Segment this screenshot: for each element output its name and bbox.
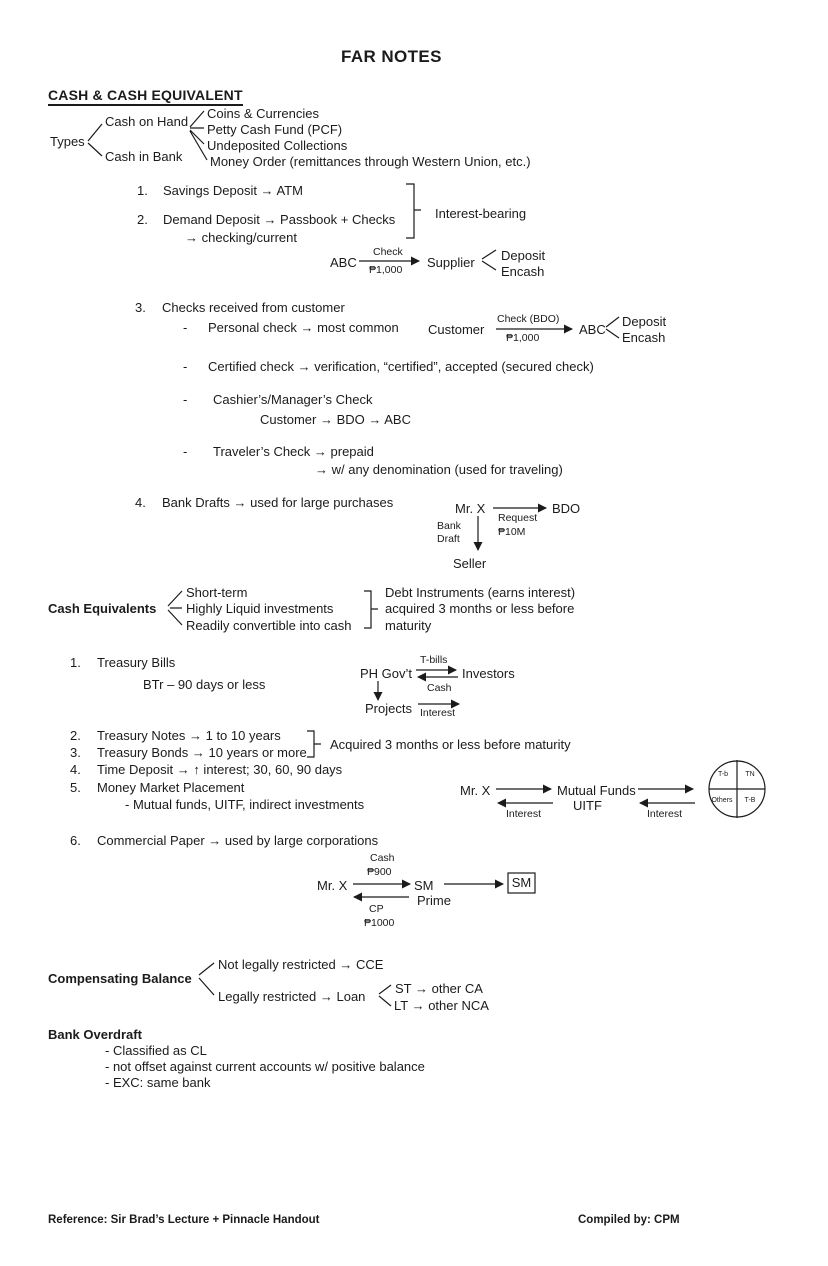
cash-eq-note-line2: acquired 3 months or less before [385,601,575,616]
mutual-interest-label-right: Interest [647,808,683,820]
draft-flow-from: Mr. X [455,501,486,516]
list-number: 2. [70,728,81,743]
compensating-balance-label: Compensating Balance [48,971,192,986]
cashiers-check-item: Cashier’s/Manager’s Check [213,392,373,407]
list-number: 2. [137,212,148,227]
draft-flow-seller: Seller [453,556,487,571]
cash-eq-leaf-convertible: Readily convertible into cash [186,618,352,633]
list-number: 4. [135,495,146,510]
dash-bullet: - [183,320,188,335]
treasury-notes-item: Treasury Notes → 1 to 10 years [97,728,281,743]
cash-eq-leaf-short-term: Short-term [186,585,248,600]
projects-label: Projects [365,701,412,716]
types-leaf-pcf: Petty Cash Fund (PCF) [207,122,343,137]
interest-bearing-label: Interest-bearing [435,206,527,221]
mutual-interest-label-left: Interest [506,808,542,820]
list-number: 6. [70,833,81,848]
pie-quadrant-others: Others [711,797,733,804]
draft-arrow-label-amount: ₱10M [498,526,526,538]
cash-eq-leaf-liquid: Highly Liquid investments [186,601,334,616]
cp-900-label: ₱900 [367,866,392,878]
portfolio-pie-circle [709,760,765,818]
draft-side-label-bank: Bank [437,520,461,532]
customer-flow-arrow-label-bottom: ₱1,000 [506,332,540,344]
list-number: 4. [70,762,81,777]
cashiers-check-flow: Customer → BDO → ABC [260,412,411,427]
abc-flow-option-deposit: Deposit [501,248,546,263]
mutual-flow-from: Mr. X [460,783,491,798]
deposit-item-demand-sub: → checking/current [185,230,297,245]
investors-label: Investors [462,666,515,681]
cash-eq-note-line3: maturity [385,618,432,633]
customer-flow-from: Customer [428,322,485,337]
list-number: 1. [137,183,148,198]
pie-quadrant-tbonds: T-B [744,797,756,804]
bank-overdraft-label: Bank Overdraft [48,1027,142,1042]
dash-bullet: - [183,444,188,459]
customer-flow-option-deposit: Deposit [622,314,667,329]
uitf-label: UITF [573,798,602,813]
abc-flow-option-encash: Encash [501,264,545,279]
types-branch-cash-on-hand: Cash on Hand [105,114,189,129]
acquired-bracket-label: Acquired 3 months or less before maturity [330,737,571,752]
money-market-item: Money Market Placement [97,780,245,795]
travelers-check-sub: → w/ any denomination (used for traveling) [315,462,563,477]
cash-arrow-label: Cash [427,682,452,694]
dash-bullet: - [183,359,188,374]
money-market-sub: - Mutual funds, UITF, indirect investments [125,797,365,812]
draft-flow-to: BDO [552,501,581,516]
cash-eq-note-line1: Debt Instruments (earns interest) [385,585,576,600]
time-deposit-item: Time Deposit → ↑ interest; 30, 60, 90 days [97,762,343,777]
cp-sm-label: SM [414,878,434,893]
cp-prime-label: Prime [417,893,451,908]
compensating-st-leaf: ST → other CA [395,981,483,996]
footer-reference: Reference: Sir Brad’s Lecture + Pinnacle Handout [48,1214,320,1226]
mutual-funds-label: Mutual Funds [557,783,636,798]
list-number: 1. [70,655,81,670]
abc-flow-to: Supplier [427,255,475,270]
abc-flow-from: ABC [330,255,357,270]
types-root-label: Types [50,134,85,149]
bank-drafts-item: Bank Drafts → used for large purchases [162,495,394,510]
overdraft-line-3: - EXC: same bank [105,1075,211,1090]
sm-box-label: SM [511,875,532,890]
cp-flow-from: Mr. X [317,878,348,893]
abc-flow-arrow-label-top: Check [373,246,403,258]
commercial-paper-item: Commercial Paper → used by large corporations [97,833,379,848]
travelers-check-item: Traveler’s Check → prepaid [213,444,374,459]
compensating-lt-leaf: LT → other NCA [394,998,489,1013]
draft-side-label-draft: Draft [437,533,460,545]
list-number: 3. [135,300,146,315]
ph-govt-label: PH Gov’t [360,666,413,681]
tbills-arrow-label: T-bills [420,654,448,666]
compensating-branch-not-restricted: Not legally restricted → CCE [218,957,384,972]
cp-cash-label: Cash [370,852,395,864]
types-leaf-coins: Coins & Currencies [207,106,319,121]
deposit-item-demand: Demand Deposit → Passbook + Checks [163,212,396,227]
footer-compiled-by: Compiled by: CPM [578,1214,680,1226]
interest-bearing-bracket [406,184,421,238]
customer-flow-to: ABC [579,322,606,337]
pie-quadrant-tb: T-b [717,771,729,778]
types-leaf-undeposited: Undeposited Collections [207,138,348,153]
pie-quadrant-tn: TN [745,771,755,778]
compensating-branch-restricted: Legally restricted → Loan [218,989,366,1004]
draft-arrow-label-request: Request [498,512,538,524]
section-heading: CASH & CASH EQUIVALENT [48,88,243,106]
overdraft-line-2: - not offset against current accounts w/ positive balance [105,1059,425,1074]
treasury-bills-sub: BTr – 90 days or less [143,677,266,692]
treasury-bonds-item: Treasury Bonds → 10 years or more [97,745,307,760]
customer-flow-arrow-label-top: Check (BDO) [497,313,560,325]
interest-arrow-label: Interest [420,707,456,719]
types-leaf-money-order: Money Order (remittances through Western Union, etc.) [210,154,531,169]
abc-flow-arrow-label-bottom: ₱1,000 [369,264,403,276]
cash-equivalents-label: Cash Equivalents [48,601,157,616]
cp-1000-label: ₱1000 [364,917,395,929]
cp-label: CP [369,903,384,915]
acquired-bracket [307,731,321,757]
treasury-bills-item: Treasury Bills [97,655,176,670]
list-number: 5. [70,780,81,795]
list-number: 3. [70,745,81,760]
checks-received-title: Checks received from customer [162,300,345,315]
certified-check-item: Certified check → verification, “certified”, accepted (secured check) [208,359,594,374]
deposit-item-savings: Savings Deposit → ATM [163,183,303,198]
personal-check-item: Personal check → most common [208,320,399,335]
doc-title: FAR NOTES [341,47,442,66]
types-branch-cash-in-bank: Cash in Bank [105,149,183,164]
overdraft-line-1: - Classified as CL [105,1043,207,1058]
dash-bullet: - [183,392,188,407]
customer-flow-option-encash: Encash [622,330,666,345]
